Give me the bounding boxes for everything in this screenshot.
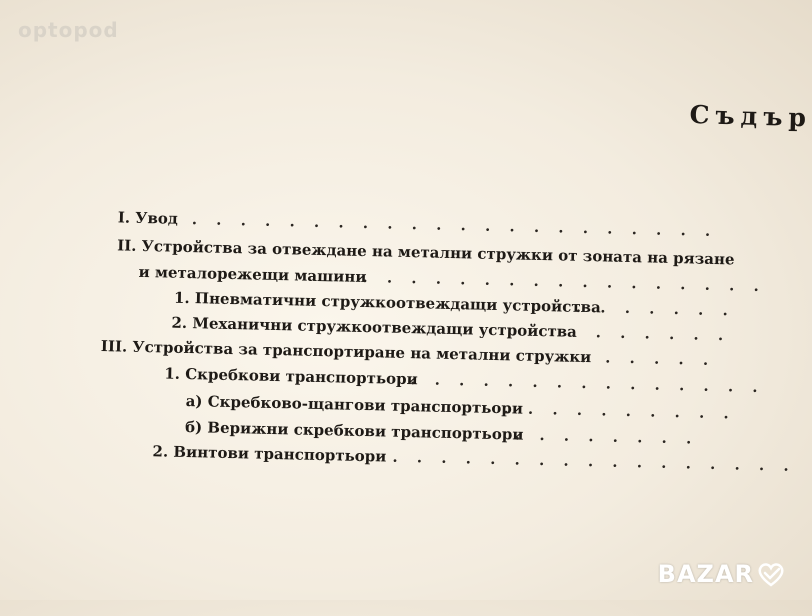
toc-entry-section-3: III. Устройства за транспортиране на метални стружки [100,337,592,367]
logo-text: BAZAR [657,560,754,588]
toc-entry-3-2: 2. Винтови транспортьори [152,442,387,466]
toc-leader: . . . . . . . . . . . . . . . . . . . . . . [191,210,718,241]
toc-entry-section-2-cont: и металорежещи машини [138,262,367,287]
toc-leader: . . . . . . . . . . . . . . . . . [362,267,766,296]
toc-leader: . . . . . . . . . . . . . . . [410,370,765,397]
toc-leader: . . . . . . . [575,297,735,320]
toc-leader: . . . . . . [580,347,716,369]
toc-entry-3-1-a: а) Скребково-щангови транспортьори [185,391,524,418]
toc-entry-3-1: 1. Скребкови транспортьори [164,364,418,389]
bazar-logo [658,560,786,588]
toc-entry-2-2: 2. Механични стружкоотвеждащи устройства [171,313,578,341]
toc-leader: . . . . . . . [571,322,731,345]
toc-entry-2-1: 1. Пневматични стружкоотвеждащи устройства [173,288,602,317]
toc-entry-section-2: II. Устройства за отвеждане на метални стружки от зоната на рязане [116,236,735,269]
page-title: Съдър [689,100,812,133]
toc-entry-intro: I. Увод [117,208,179,228]
watermark-text: optopod [18,18,119,42]
toc-leader: . . . . . . . . [514,425,699,448]
toc-leader: . . . . . . . . . . . . . . . . . [392,447,796,475]
toc-entry-3-1-b: б) Верижни скребкови транспортьори [184,417,524,444]
toc-leader: . . . . . . . . . . [503,399,736,423]
heart-check-icon [756,561,786,587]
